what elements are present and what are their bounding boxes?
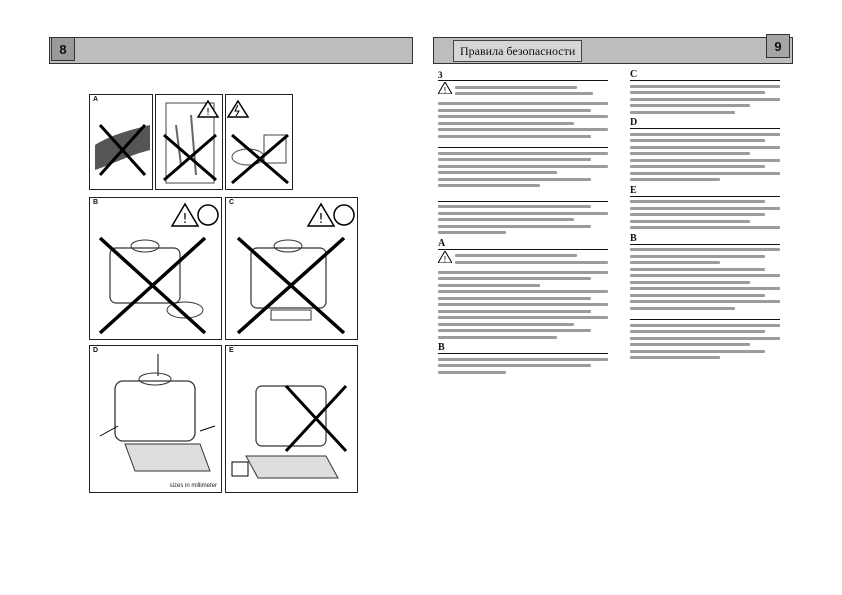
warning-triangle-icon bbox=[438, 251, 452, 263]
figure-c-panel bbox=[225, 197, 358, 340]
crossed-hand-machine-illustration bbox=[226, 198, 359, 341]
figure-a-panel-2 bbox=[155, 94, 223, 190]
figure-a-label: A bbox=[93, 96, 99, 103]
machine-clearance-dimensions-illustration bbox=[90, 346, 223, 494]
children-subheading bbox=[438, 342, 608, 354]
figure-d-label: D bbox=[93, 347, 99, 354]
svg-text:!: ! bbox=[318, 212, 324, 227]
crossed-steam-hand-illustration bbox=[90, 95, 154, 191]
figure-e-label: E bbox=[229, 347, 234, 354]
b2-letter: B bbox=[630, 232, 637, 244]
svg-text:!: ! bbox=[205, 107, 211, 118]
figure-c-label: C bbox=[229, 199, 235, 206]
e-letter: E bbox=[630, 184, 637, 196]
figure-e-panel bbox=[225, 345, 358, 493]
subheading-1 bbox=[438, 141, 608, 148]
figure-a-panel-1 bbox=[89, 94, 153, 190]
subheading-c bbox=[630, 69, 780, 81]
svg-text:!: ! bbox=[443, 86, 447, 94]
children-letter: B bbox=[438, 342, 445, 353]
subheading-e bbox=[630, 185, 780, 197]
figure-b-panel bbox=[89, 197, 222, 340]
power-cord-subheading bbox=[438, 238, 608, 250]
text-column-right bbox=[630, 68, 780, 363]
section-number: 3 bbox=[438, 70, 443, 80]
page-title: Правила безопасности bbox=[453, 40, 582, 62]
warning-block-1 bbox=[438, 82, 608, 99]
power-connection-heading bbox=[438, 191, 608, 202]
svg-text:!: ! bbox=[182, 212, 188, 227]
power-letter: A bbox=[438, 237, 446, 249]
section-3-heading bbox=[438, 70, 608, 81]
d-letter: D bbox=[630, 117, 638, 128]
figure-a-panel-3 bbox=[225, 94, 293, 190]
left-page-number: 8 bbox=[51, 37, 75, 61]
figure-b-label: B bbox=[93, 199, 99, 206]
right-page-number: 9 bbox=[766, 34, 790, 58]
left-page-header-band bbox=[49, 37, 413, 64]
figure-d-caption: sizes in millimeter bbox=[169, 483, 217, 489]
warning-block-2 bbox=[438, 251, 608, 268]
crossed-unplug-illustration bbox=[226, 346, 359, 494]
warning-triangle-icon bbox=[438, 82, 452, 94]
svg-text:!: ! bbox=[443, 254, 447, 263]
subheading-b2 bbox=[630, 233, 780, 245]
c-letter: C bbox=[630, 69, 638, 80]
crossed-appliances-illustration bbox=[226, 95, 294, 191]
subheading-d bbox=[630, 117, 780, 129]
crossed-water-tap-illustration bbox=[156, 95, 224, 191]
figure-d-panel bbox=[89, 345, 222, 493]
crossed-child-machine-illustration bbox=[90, 198, 223, 341]
subheading-last bbox=[630, 313, 780, 320]
text-column-left bbox=[438, 68, 608, 377]
